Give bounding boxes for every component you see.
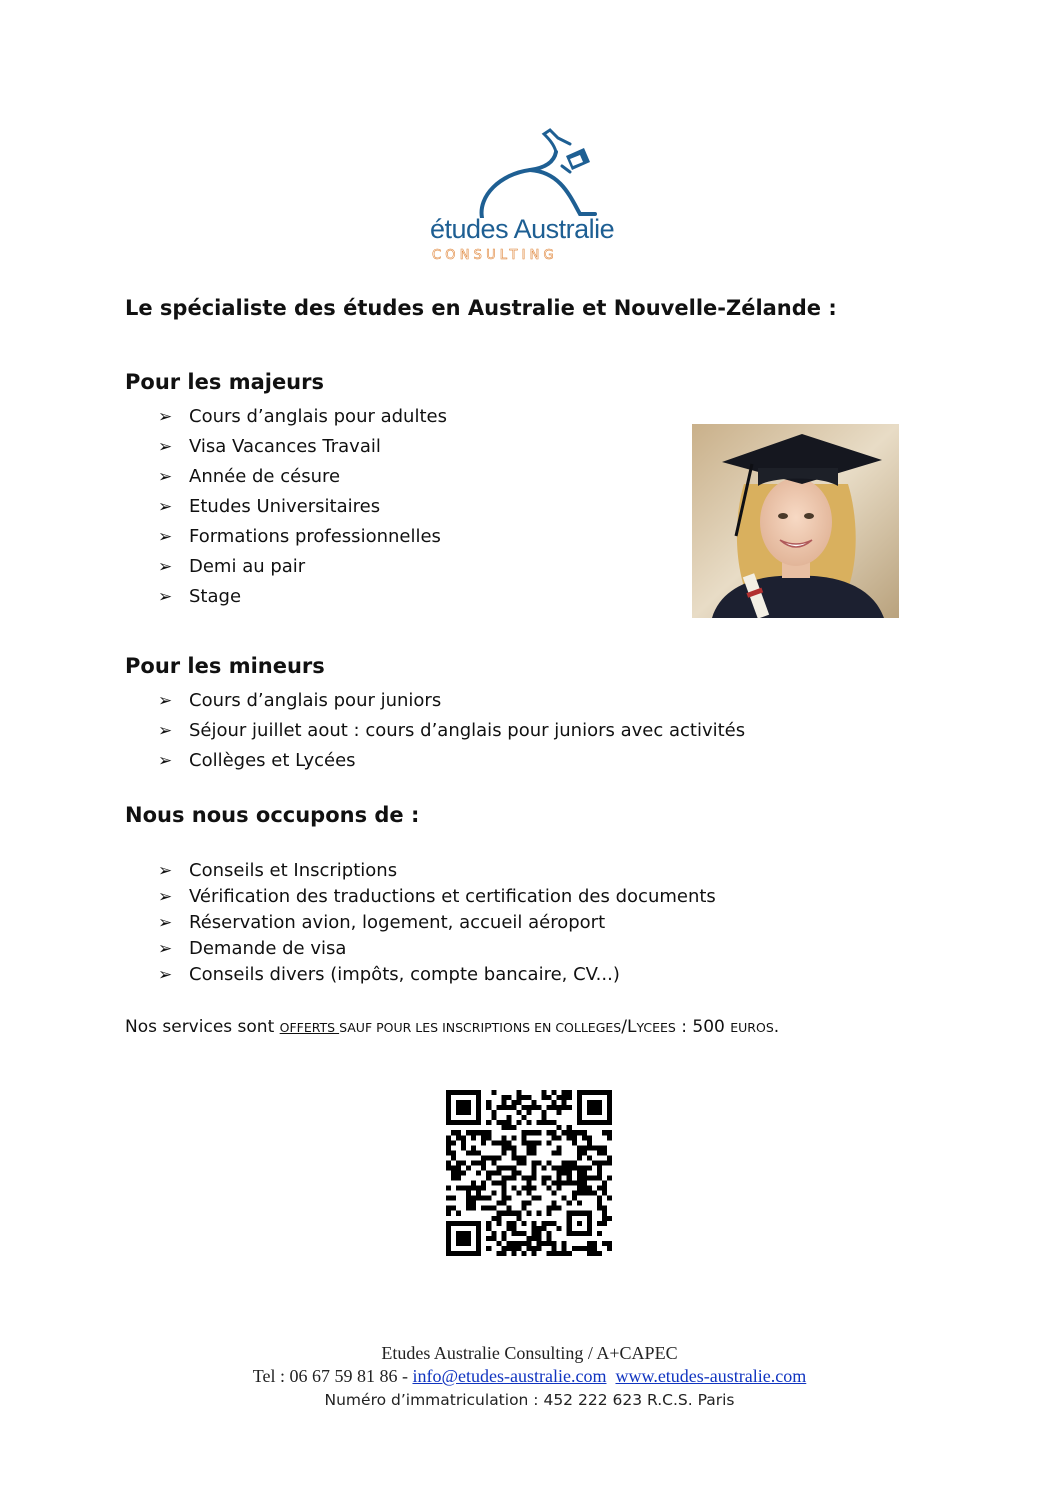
arrow-bullet-icon: ➢	[158, 751, 173, 771]
mineurs-heading: Pour les mineurs	[125, 654, 325, 678]
list-item: ➢ Demande de visa	[158, 938, 347, 959]
footer-registration: Numéro d’immatriculation : 452 222 623 R.C.S. Paris	[324, 1391, 735, 1409]
arrow-bullet-icon: ➢	[158, 913, 173, 933]
arrow-bullet-icon: ➢	[158, 497, 173, 517]
majeurs-list	[158, 406, 447, 616]
list-item: ➢ Demi au pair	[158, 556, 306, 577]
services-list	[158, 860, 716, 990]
kangaroo-icon	[420, 126, 634, 218]
footer-company: Etudes Australie Consulting / A+CAPEC	[381, 1343, 678, 1363]
arrow-bullet-icon: ➢	[158, 467, 173, 487]
footer-contact: Tel : 06 67 59 81 86 - info@etudes-australie.com www.etudes-australie.com	[252, 1366, 807, 1386]
list-item: ➢ Cours d’anglais pour adultes	[158, 406, 447, 427]
list-item: ➢ Visa Vacances Travail	[158, 436, 381, 457]
list-item: ➢ Réservation avion, logement, accueil aéroport	[158, 912, 606, 933]
qr-code[interactable]	[446, 1090, 612, 1256]
list-item: ➢ Séjour juillet aout : cours d’anglais pour juniors avec activités	[158, 720, 746, 741]
graduate-photo	[692, 424, 899, 618]
website-link[interactable]: www.etudes-australie.com	[615, 1366, 807, 1386]
logo-subtitle: CONSULTING	[432, 248, 558, 263]
majeurs-heading: Pour les majeurs	[125, 370, 324, 394]
arrow-bullet-icon: ➢	[158, 587, 173, 607]
company-logo	[420, 126, 634, 272]
offerts-text: OFFERTS	[279, 1020, 340, 1035]
arrow-bullet-icon: ➢	[158, 437, 173, 457]
list-item: ➢ Stage	[158, 586, 242, 607]
list-item: ➢ Etudes Universitaires	[158, 496, 381, 517]
email-link[interactable]: info@etudes-australie.com	[412, 1366, 607, 1386]
arrow-bullet-icon: ➢	[158, 721, 173, 741]
mineurs-list	[158, 690, 745, 780]
arrow-bullet-icon: ➢	[158, 887, 173, 907]
arrow-bullet-icon: ➢	[158, 557, 173, 577]
list-item: ➢ Collèges et Lycées	[158, 750, 356, 771]
list-item: ➢ Formations professionnelles	[158, 526, 441, 547]
page-headline: Le spécialiste des études en Australie et Nouvelle-Zélande :	[125, 296, 837, 320]
arrow-bullet-icon: ➢	[158, 965, 173, 985]
arrow-bullet-icon: ➢	[158, 861, 173, 881]
list-item: ➢ Conseils divers (impôts, compte bancaire, CV...)	[158, 964, 620, 985]
arrow-bullet-icon: ➢	[158, 691, 173, 711]
services-heading: Nous nous occupons de :	[125, 803, 420, 827]
pricing-note: Nos services sont OFFERTS SAUF POUR LES INSCRIPTIONS EN COLLEGES/LYCEES : 500 EUROS.	[125, 1017, 780, 1037]
arrow-bullet-icon: ➢	[158, 407, 173, 427]
list-item: ➢ Vérification des traductions et certification des documents	[158, 886, 716, 907]
list-item: ➢ Année de césure	[158, 466, 341, 487]
logo-title: études Australie	[430, 214, 615, 244]
arrow-bullet-icon: ➢	[158, 939, 173, 959]
list-item: ➢ Cours d’anglais pour juniors	[158, 690, 442, 711]
arrow-bullet-icon: ➢	[158, 527, 173, 547]
list-item: ➢ Conseils et Inscriptions	[158, 860, 398, 881]
